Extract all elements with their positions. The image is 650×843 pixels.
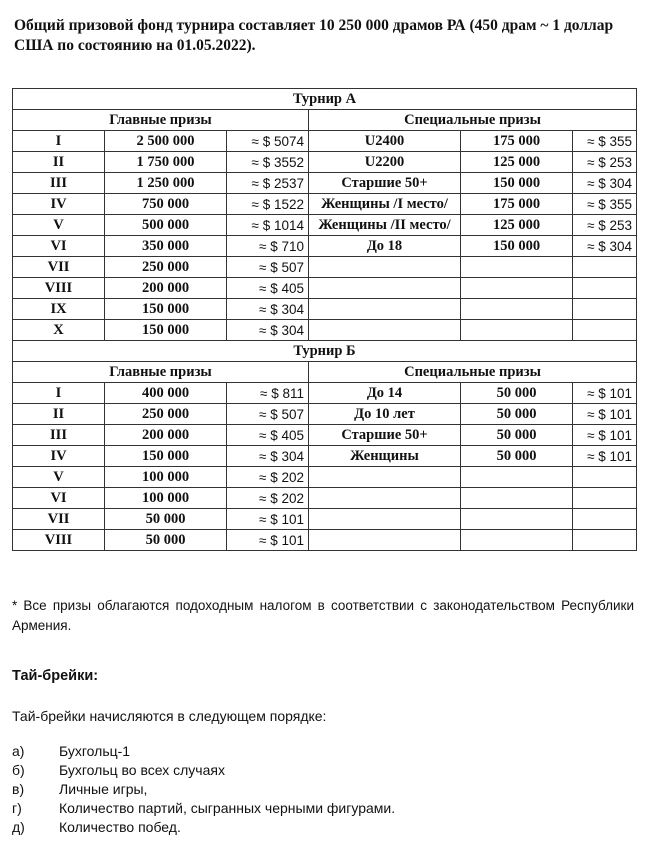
- special-usd-cell: [573, 320, 637, 341]
- special-amd-cell: 50 000: [461, 425, 573, 446]
- prize-amd-cell: 350 000: [105, 236, 227, 257]
- tiebreaks-intro: Тай-брейки начисляются в следующем порядке:: [12, 708, 327, 724]
- prize-amd-cell: 1 750 000: [105, 152, 227, 173]
- prize-amd-cell: 250 000: [105, 404, 227, 425]
- list-item: г) Количество партий, сыгранных черными фигурами.: [12, 800, 396, 816]
- special-category-cell: Женщины /II место/: [309, 215, 461, 236]
- special-category-cell: Старшие 50+: [309, 173, 461, 194]
- special-amd-cell: [461, 488, 573, 509]
- place-cell: IV: [13, 446, 105, 467]
- special-amd-cell: [461, 509, 573, 530]
- table-row: [13, 299, 637, 320]
- special-usd-cell: ≈ $ 253: [573, 152, 637, 173]
- place-cell: VI: [13, 236, 105, 257]
- prize-amd-cell: 150 000: [105, 320, 227, 341]
- prize-usd-cell: ≈ $ 5074: [227, 131, 309, 152]
- place-cell: I: [13, 131, 105, 152]
- special-category-cell: До 14: [309, 383, 461, 404]
- special-category-cell: [309, 509, 461, 530]
- special-category-cell: [309, 530, 461, 551]
- prize-usd-cell: ≈ $ 811: [227, 383, 309, 404]
- special-amd-cell: 175 000: [461, 131, 573, 152]
- table-row: [13, 257, 637, 278]
- prize-amd-cell: 250 000: [105, 257, 227, 278]
- main-prizes-header: Главные призы: [13, 362, 309, 383]
- prize-amd-cell: 150 000: [105, 446, 227, 467]
- special-usd-cell: ≈ $ 253: [573, 215, 637, 236]
- prize-usd-cell: ≈ $ 405: [227, 425, 309, 446]
- special-amd-cell: 125 000: [461, 152, 573, 173]
- place-cell: III: [13, 425, 105, 446]
- table-row: [13, 152, 637, 173]
- special-amd-cell: [461, 257, 573, 278]
- special-category-cell: [309, 257, 461, 278]
- prize-usd-cell: ≈ $ 1522: [227, 194, 309, 215]
- special-category-cell: До 10 лет: [309, 404, 461, 425]
- place-cell: III: [13, 173, 105, 194]
- table-row: [13, 131, 637, 152]
- prize-usd-cell: ≈ $ 405: [227, 278, 309, 299]
- special-category-cell: Женщины /I место/: [309, 194, 461, 215]
- special-usd-cell: [573, 530, 637, 551]
- prize-amd-cell: 50 000: [105, 530, 227, 551]
- special-amd-cell: 50 000: [461, 383, 573, 404]
- tax-note: * Все призы облагаются подоходным налогом в соответствии с законодательством Республики Армения.: [12, 598, 634, 633]
- special-usd-cell: ≈ $ 101: [573, 425, 637, 446]
- prize-amd-cell: 200 000: [105, 278, 227, 299]
- prize-amd-cell: 1 250 000: [105, 173, 227, 194]
- prize-amd-cell: 100 000: [105, 467, 227, 488]
- special-amd-cell: 125 000: [461, 215, 573, 236]
- special-category-cell: [309, 278, 461, 299]
- table-row: [13, 320, 637, 341]
- place-cell: VII: [13, 509, 105, 530]
- special-category-cell: U2400: [309, 131, 461, 152]
- table-row: [13, 173, 637, 194]
- place-cell: V: [13, 215, 105, 236]
- special-usd-cell: [573, 257, 637, 278]
- special-amd-cell: [461, 278, 573, 299]
- special-amd-cell: 150 000: [461, 173, 573, 194]
- place-cell: V: [13, 467, 105, 488]
- prize-amd-cell: 50 000: [105, 509, 227, 530]
- special-amd-cell: 175 000: [461, 194, 573, 215]
- prize-usd-cell: ≈ $ 304: [227, 446, 309, 467]
- place-cell: VIII: [13, 278, 105, 299]
- tournament-title-row: [13, 89, 637, 110]
- special-category-cell: [309, 320, 461, 341]
- special-usd-cell: [573, 488, 637, 509]
- prize-amd-cell: 750 000: [105, 194, 227, 215]
- table-row: [13, 509, 637, 530]
- special-category-cell: [309, 467, 461, 488]
- special-prizes-header: Специальные призы: [309, 110, 637, 131]
- prize-amd-cell: 400 000: [105, 383, 227, 404]
- special-usd-cell: ≈ $ 304: [573, 173, 637, 194]
- prize-fund-intro: Общий призовой фонд турнира составляет 10 250 000 драмов РА (450 драм ~ 1 доллар США по состоянию на 01.05.2022).: [14, 17, 614, 54]
- table-row: [13, 404, 637, 425]
- special-amd-cell: 50 000: [461, 404, 573, 425]
- special-usd-cell: [573, 299, 637, 320]
- prize-usd-cell: ≈ $ 304: [227, 320, 309, 341]
- table-row: [13, 215, 637, 236]
- tiebreaks-list: [12, 742, 395, 837]
- prize-usd-cell: ≈ $ 2537: [227, 173, 309, 194]
- table-row: [13, 446, 637, 467]
- special-prizes-header: Специальные призы: [309, 362, 637, 383]
- place-cell: II: [13, 152, 105, 173]
- special-amd-cell: [461, 299, 573, 320]
- place-cell: I: [13, 383, 105, 404]
- prize-usd-cell: ≈ $ 202: [227, 488, 309, 509]
- table-row: [13, 383, 637, 404]
- tournament-title: Турнир А: [13, 89, 637, 110]
- place-cell: VI: [13, 488, 105, 509]
- list-item: а) Бухгольц-1: [12, 743, 131, 759]
- special-amd-cell: 50 000: [461, 446, 573, 467]
- special-amd-cell: [461, 320, 573, 341]
- tournament-title: Турнир Б: [13, 341, 637, 362]
- special-usd-cell: ≈ $ 355: [573, 194, 637, 215]
- special-category-cell: U2200: [309, 152, 461, 173]
- tiebreaks-title: Тай-брейки:: [12, 668, 99, 684]
- prize-usd-cell: ≈ $ 710: [227, 236, 309, 257]
- table-row: [13, 236, 637, 257]
- place-cell: IV: [13, 194, 105, 215]
- table-row: [13, 425, 637, 446]
- list-item: б) Бухгольц во всех случаях: [12, 762, 225, 778]
- table-row: [13, 488, 637, 509]
- prize-usd-cell: ≈ $ 304: [227, 299, 309, 320]
- special-amd-cell: [461, 530, 573, 551]
- prize-amd-cell: 150 000: [105, 299, 227, 320]
- place-cell: X: [13, 320, 105, 341]
- special-usd-cell: ≈ $ 101: [573, 446, 637, 467]
- special-category-cell: [309, 299, 461, 320]
- special-amd-cell: 150 000: [461, 236, 573, 257]
- special-category-cell: До 18: [309, 236, 461, 257]
- main-prizes-header: Главные призы: [13, 110, 309, 131]
- prize-usd-cell: ≈ $ 507: [227, 257, 309, 278]
- special-category-cell: Старшие 50+: [309, 425, 461, 446]
- special-usd-cell: ≈ $ 101: [573, 404, 637, 425]
- prize-amd-cell: 100 000: [105, 488, 227, 509]
- prize-amd-cell: 2 500 000: [105, 131, 227, 152]
- prize-usd-cell: ≈ $ 3552: [227, 152, 309, 173]
- table-row: [13, 467, 637, 488]
- prize-amd-cell: 500 000: [105, 215, 227, 236]
- prize-amd-cell: 200 000: [105, 425, 227, 446]
- prize-usd-cell: ≈ $ 202: [227, 467, 309, 488]
- special-category-cell: [309, 488, 461, 509]
- table-row: [13, 194, 637, 215]
- section-header-row: [13, 362, 637, 383]
- prize-usd-cell: ≈ $ 1014: [227, 215, 309, 236]
- place-cell: VIII: [13, 530, 105, 551]
- prize-usd-cell: ≈ $ 101: [227, 530, 309, 551]
- place-cell: IX: [13, 299, 105, 320]
- place-cell: VII: [13, 257, 105, 278]
- place-cell: II: [13, 404, 105, 425]
- list-item: д) Количество побед.: [12, 819, 181, 835]
- special-amd-cell: [461, 467, 573, 488]
- special-category-cell: Женщины: [309, 446, 461, 467]
- list-item: в) Личные игры,: [12, 781, 148, 797]
- special-usd-cell: ≈ $ 304: [573, 236, 637, 257]
- special-usd-cell: ≈ $ 101: [573, 383, 637, 404]
- prize-table: [12, 88, 637, 551]
- special-usd-cell: ≈ $ 355: [573, 131, 637, 152]
- special-usd-cell: [573, 278, 637, 299]
- section-header-row: [13, 110, 637, 131]
- table-row: [13, 530, 637, 551]
- tournament-title-row: [13, 341, 637, 362]
- prize-usd-cell: ≈ $ 507: [227, 404, 309, 425]
- special-usd-cell: [573, 467, 637, 488]
- special-usd-cell: [573, 509, 637, 530]
- prize-usd-cell: ≈ $ 101: [227, 509, 309, 530]
- table-row: [13, 278, 637, 299]
